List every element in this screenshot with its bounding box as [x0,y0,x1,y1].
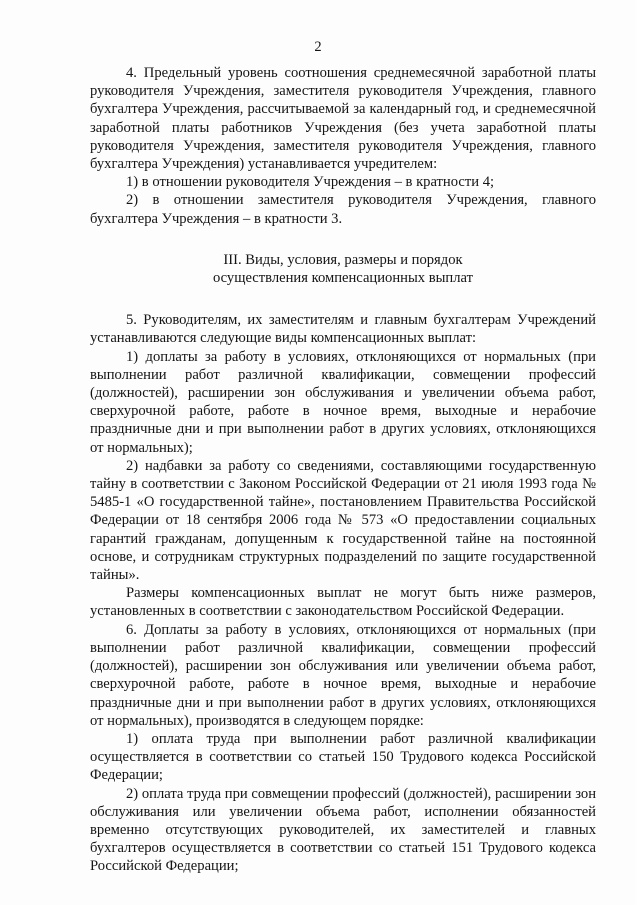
paragraph-5-item-1: 1) доплаты за работу в условиях, отклоняющихся от нормальных (при выполнении работ различной квалификации, совмещении профессий (должностей), расширении зон обслуживания и увеличении объема работ, сверхурочной работе, работе в ночное время, выходные и нерабочие праздничные дни и при выполнении работ в других условиях, отклоняющихся от нормальных); [90,348,596,456]
section-heading-line-2: осуществления компенсационных выплат [212,270,473,287]
paragraph-6-item-1: 1) оплата труда при выполнении работ различной квалификации осуществляется в соответствии со статьей 150 Трудового кодекса Российской Федерации; [90,730,596,784]
paragraph-5-item-2: 2) надбавки за работу со сведениями, составляющими государственную тайну в соответствии с Законом Российской Федерации от 21 июля 1993 года № 5485-1 «О государственной тайне», постановлением Правительства Российской Федерации от 18 сентября 2006 года № 573 «О предоставлении социальных гарантий гражданам, допущенным к государственной тайне на постоянной основе, и сотрудникам структурных подразделений по защите государственной тайны». [90,457,596,584]
paragraph-6: 6. Доплаты за работу в условиях, отклоняющихся от нормальных (при выполнении работ различной квалификации, совмещении профессий (должностей), расширении зон обслуживания или увеличении объема работ, сверхурочной работе, работе в ночное время, выходные и нерабочие праздничные дни и при выполнении работ в других условиях, отклоняющихся от нормальных), производятся в следующем порядке: [90,621,596,729]
paragraph-6-item-2: 2) оплата труда при совмещении профессий (должностей), расширении зон обслуживания или увеличении объема работ, исполнении обязанностей временно отсутствующих руководителей, их заместителей и главных бухгалтеров осуществляется в соответствии со статьей 151 Трудового кодекса Российской Федерации; [90,785,596,875]
section-heading [90,251,596,287]
document-body [90,64,596,876]
paragraph-4: 4. Предельный уровень соотношения среднемесячной заработной платы руководителя Учреждения, заместителя руководителя Учреждения, главного бухгалтера Учреждения, рассчитываемой за календарный год, и среднемесячной заработной платы работников Учреждения (без учета заработной платы руководителя Учреждения, заместителя руководителя Учреждения, главного бухгалтера Учреждения) устанавливается учредителем: [90,65,596,173]
section-heading-line-1: III. Виды, условия, размеры и порядок [223,251,463,268]
paragraph-4-item-2: 2) в отношении заместителя руководителя Учреждения, главного бухгалтера Учреждения – в кратности 3. [90,192,596,227]
paragraph-4-item-1: 1) в отношении руководителя Учреждения – в кратности 4; [126,174,495,191]
paragraph-5-note: Размеры компенсационных выплат не могут быть ниже размеров, установленных в соответствии с законодательством Российской Федерации. [90,585,596,620]
page-number: 2 [314,39,322,55]
paragraph-5: 5. Руководителям, их заместителям и главным бухгалтерам Учреждений устанавливаются следующие виды компенсационных выплат: [90,312,596,347]
